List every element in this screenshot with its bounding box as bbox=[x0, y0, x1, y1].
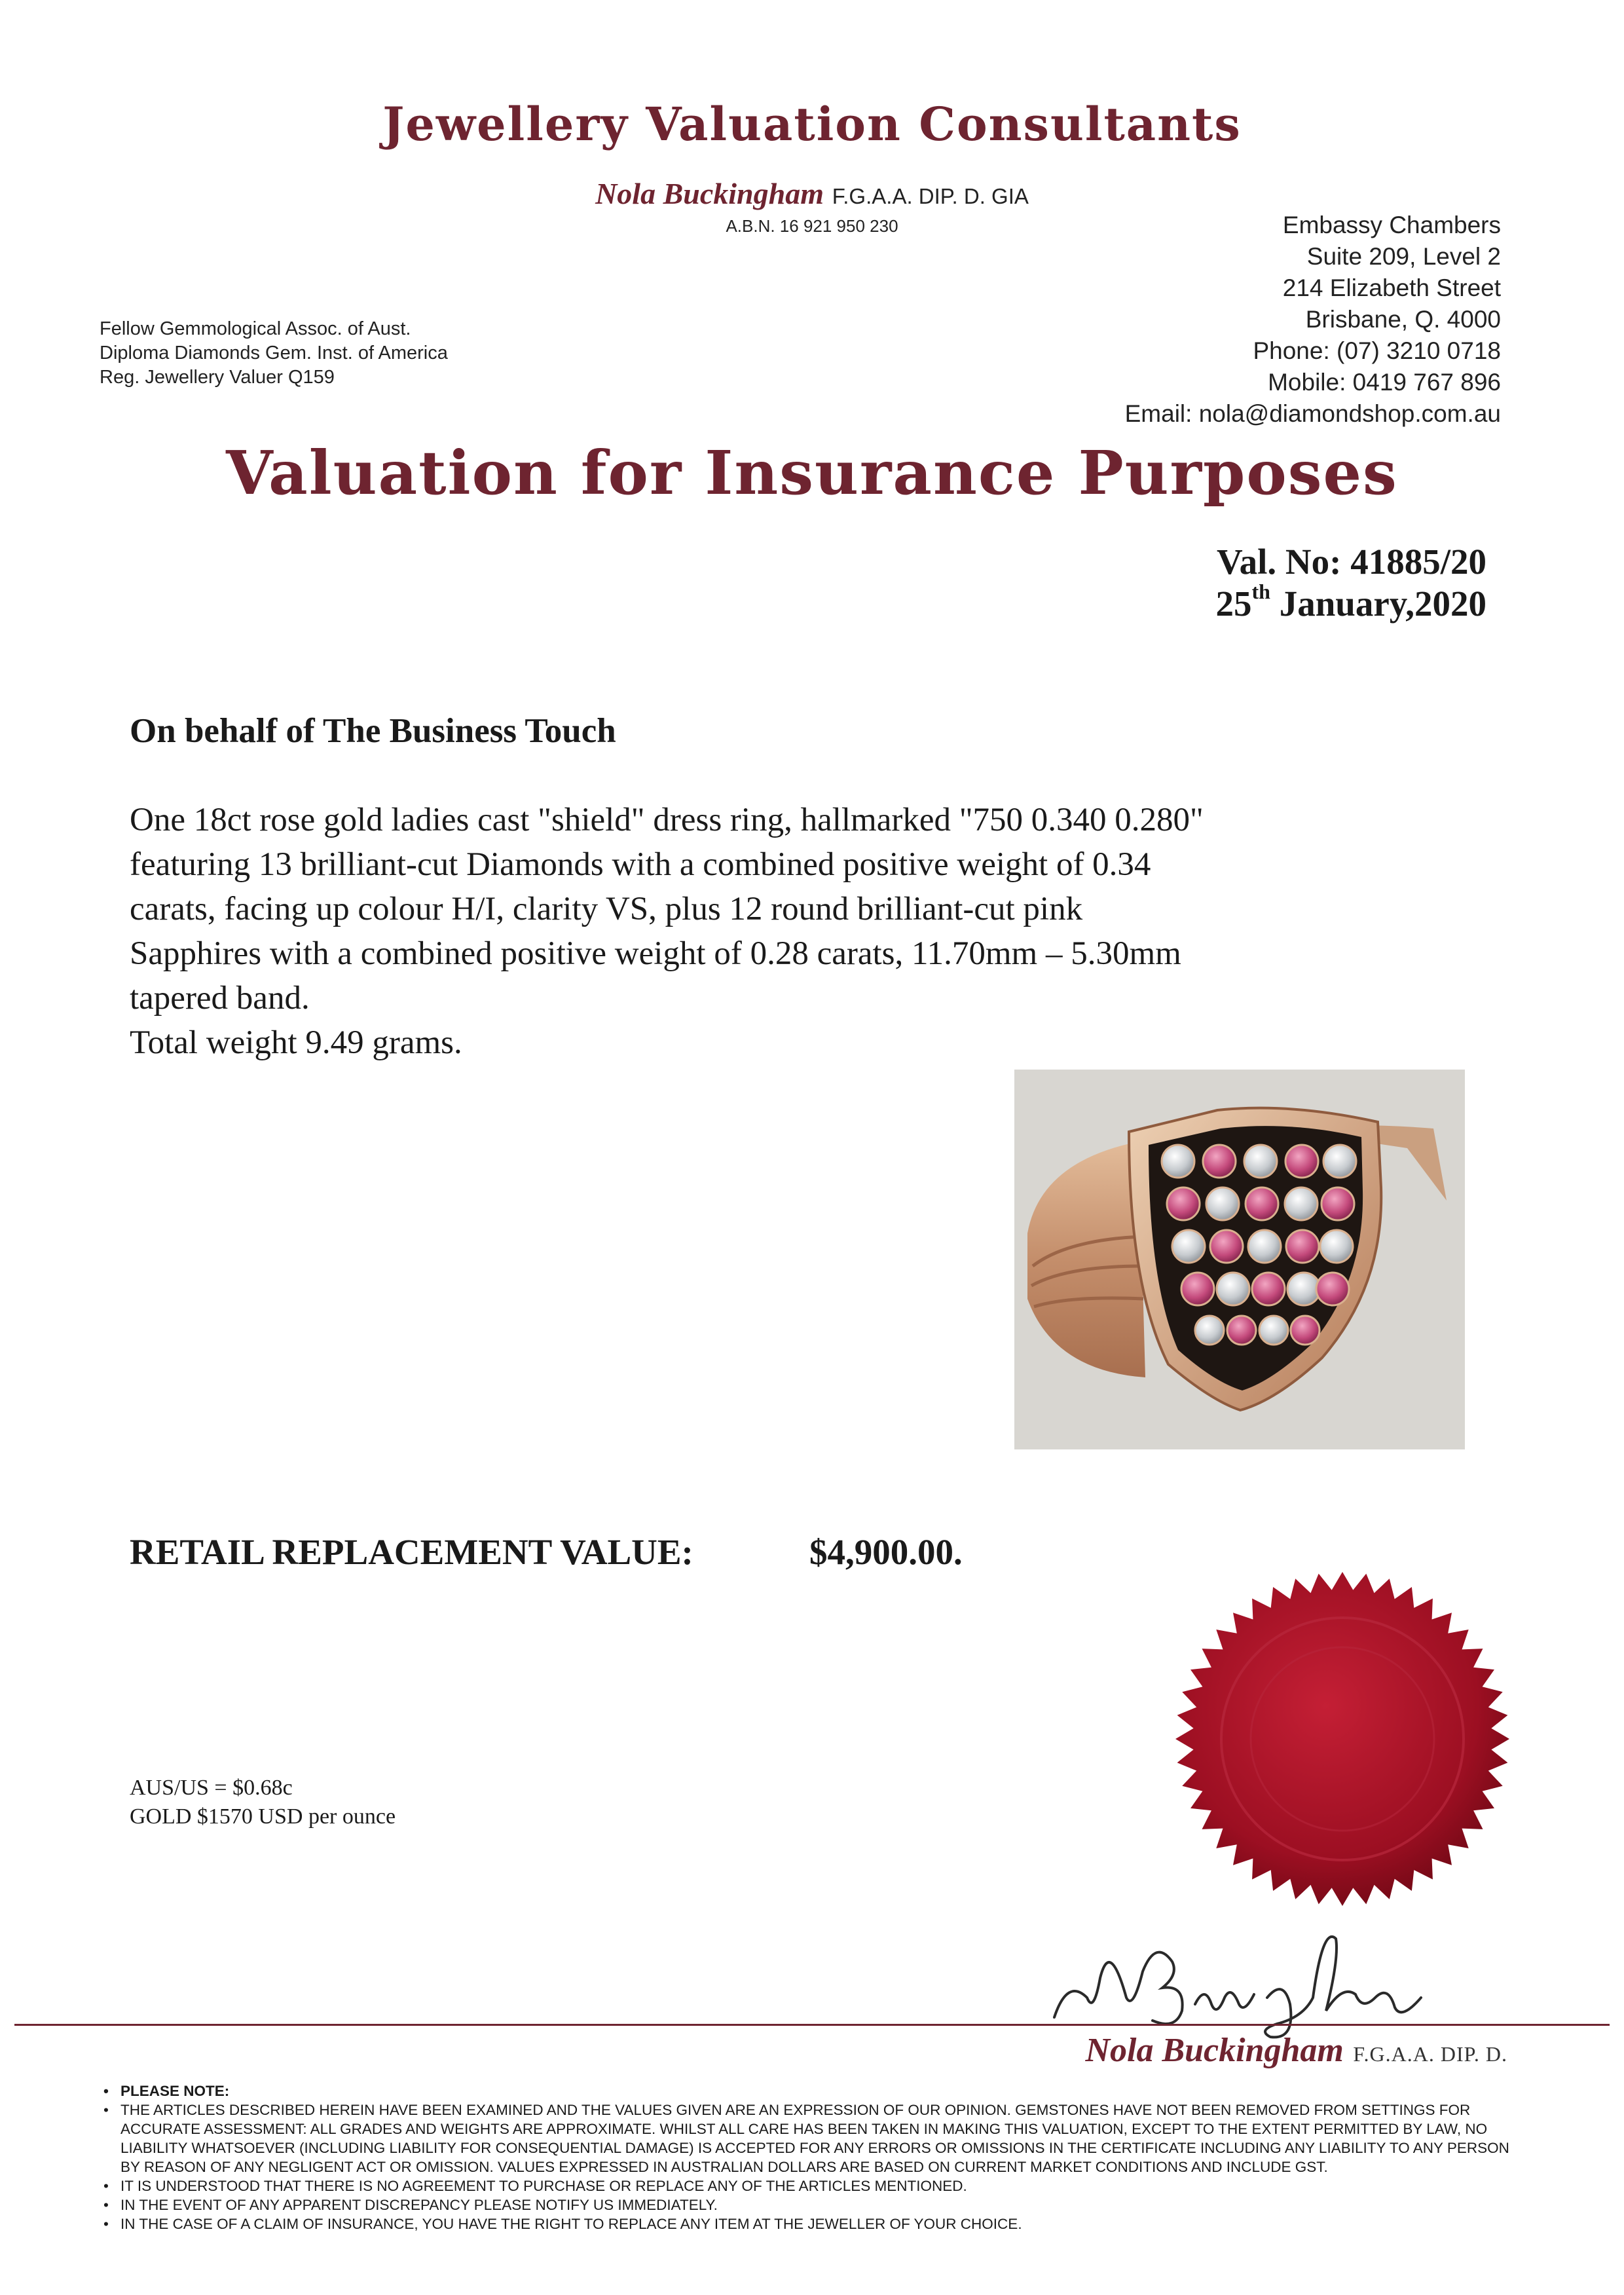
address-line: Embassy Chambers bbox=[1282, 212, 1501, 238]
description-line: carats, facing up colour H/I, clarity VS, plus 12 round brilliant-cut pink bbox=[130, 891, 1083, 927]
wax-seal bbox=[1172, 1569, 1513, 1909]
sapphire-stone bbox=[1167, 1187, 1200, 1220]
valuation-number: Val. No: 41885/20 bbox=[1216, 542, 1486, 582]
description-line: Sapphires with a combined positive weight of 0.28 carats, 11.70mm – 5.30mm bbox=[130, 935, 1181, 972]
valuer-name: Nola Buckingham bbox=[595, 177, 824, 210]
document-title: Valuation for Insurance Purposes bbox=[226, 438, 1398, 508]
ring-photo bbox=[1014, 1070, 1465, 1449]
diamond-stone bbox=[1320, 1230, 1353, 1263]
address-line: 214 Elizabeth Street bbox=[1282, 274, 1501, 301]
signer-name: Nola Buckingham bbox=[1085, 2032, 1344, 2069]
sapphire-stone bbox=[1285, 1145, 1318, 1178]
sapphire-stone bbox=[1321, 1187, 1354, 1220]
diamond-stone bbox=[1206, 1187, 1239, 1220]
note-item: • IT IS UNDERSTOOD THAT THERE IS NO AGREEMENT TO PURCHASE OR REPLACE ANY OF THE ARTICLES MENTIONED. bbox=[103, 2178, 967, 2194]
signer-credentials: F.G.A.A. DIP. D. bbox=[1353, 2042, 1507, 2066]
address-line: Suite 209, Level 2 bbox=[1306, 243, 1501, 270]
client-line: On behalf of The Business Touch bbox=[130, 712, 616, 750]
note-item: • IN THE CASE OF A CLAIM OF INSURANCE, YOU HAVE THE RIGHT TO REPLACE ANY ITEM AT THE JEWELLER OF YOUR CHOICE. bbox=[103, 2216, 1022, 2232]
signer-line bbox=[1085, 2030, 1507, 2070]
note-item: • THE ARTICLES DESCRIBED HEREIN HAVE BEEN EXAMINED AND THE VALUES GIVEN ARE AN EXPRESSION OF OUR OPINION. GEMSTONES HAVE NOT BEEN REMOVED FROM SETTINGS FOR ACCURATE ASSESSMENT: ALL GRADES AND WEIGHTS ARE APPROXIMATE. WHILST ALL CARE HAS BEEN TAKEN IN MAKING THIS VALUATION, EXCEPT TO THE EXTENT PERMITTED BY LAW, NO LIABILITY WHATSOEVER (INCLUDING LIABILITY FOR CONSEQUENTIAL DAMAGE) IS ACCEPTED FOR ANY ERRORS OR OMISSIONS IN THE CERTIFICATE INCLUDING ANY LIABILITY TO ANY PERSON BY REASON OF ANY NEGLIGENT ACT OR OMISSION. VALUES EXPRESSED IN AUSTRALIAN DOLLARS ARE BASED ON CURRENT MARKET CONDITIONS AND INCLUDE GST. bbox=[103, 2102, 1509, 2175]
exchange-rate: AUS/US = $0.68c bbox=[130, 1776, 293, 1800]
sapphire-stone bbox=[1227, 1316, 1256, 1345]
signature bbox=[1048, 1899, 1441, 2043]
sapphire-stone bbox=[1286, 1230, 1319, 1263]
sapphire-stone bbox=[1316, 1273, 1349, 1305]
firm-name: Jewellery Valuation Consultants bbox=[382, 97, 1242, 151]
bullet-icon: • bbox=[103, 2102, 109, 2118]
ring-illustration bbox=[1014, 1070, 1465, 1449]
date-suffix: th bbox=[1251, 580, 1270, 603]
mobile-number: Mobile: 0419 767 896 bbox=[1268, 369, 1501, 396]
notes-heading: • PLEASE NOTE: bbox=[103, 2083, 230, 2099]
bullet-icon: • bbox=[103, 2083, 109, 2099]
credential-line: Diploma Diamonds Gem. Inst. of America bbox=[100, 343, 448, 364]
description-line: featuring 13 brilliant-cut Diamonds with a combined positive weight of 0.34 bbox=[130, 846, 1151, 883]
retail-value-label: RETAIL REPLACEMENT VALUE: bbox=[130, 1532, 693, 1572]
diamond-stone bbox=[1195, 1316, 1224, 1345]
retail-value-amount: $4,900.00. bbox=[809, 1532, 963, 1572]
description-line: tapered band. bbox=[130, 980, 310, 1017]
item-description bbox=[130, 798, 1204, 1065]
bullet-icon: • bbox=[103, 2178, 109, 2194]
address-line: Brisbane, Q. 4000 bbox=[1305, 306, 1501, 333]
diamond-stone bbox=[1259, 1316, 1288, 1345]
bullet-icon: • bbox=[103, 2197, 109, 2213]
sapphire-stone bbox=[1252, 1273, 1285, 1305]
note-item: • IN THE EVENT OF ANY APPARENT DISCREPANCY PLEASE NOTIFY US IMMEDIATELY. bbox=[103, 2197, 718, 2213]
valuer-header bbox=[0, 176, 1624, 211]
sapphire-stone bbox=[1210, 1230, 1243, 1263]
divider bbox=[14, 2024, 1610, 2026]
diamond-stone bbox=[1285, 1187, 1318, 1220]
sapphire-stone bbox=[1246, 1187, 1278, 1220]
gold-price: GOLD $1570 USD per ounce bbox=[130, 1804, 396, 1829]
diamond-stone bbox=[1248, 1230, 1281, 1263]
diamond-stone bbox=[1244, 1145, 1277, 1178]
sapphire-stone bbox=[1291, 1316, 1320, 1345]
exchange-info bbox=[130, 1774, 396, 1831]
credential-line: Fellow Gemmological Assoc. of Aust. bbox=[100, 318, 411, 339]
credential-line: Reg. Jewellery Valuer Q159 bbox=[100, 367, 335, 388]
diamond-stone bbox=[1172, 1230, 1205, 1263]
sapphire-stone bbox=[1203, 1145, 1236, 1178]
credentials-block bbox=[100, 317, 448, 390]
seal-icon bbox=[1172, 1569, 1513, 1909]
notes-section bbox=[103, 2081, 1531, 2233]
bullet-icon: • bbox=[103, 2216, 109, 2232]
address-block bbox=[1125, 210, 1501, 430]
valuer-credentials: F.G.A.A. DIP. D. GIA bbox=[832, 184, 1029, 208]
description-line: One 18ct rose gold ladies cast "shield" dress ring, hallmarked "750 0.340 0.280" bbox=[130, 802, 1204, 838]
phone-number: Phone: (07) 3210 0718 bbox=[1253, 337, 1501, 364]
signature-icon bbox=[1048, 1899, 1441, 2043]
abn-number: A.B.N. 16 921 950 230 bbox=[726, 216, 898, 236]
diamond-stone bbox=[1323, 1145, 1356, 1178]
valuation-date bbox=[1215, 580, 1486, 625]
diamond-stone bbox=[1217, 1273, 1249, 1305]
sapphire-stone bbox=[1181, 1273, 1214, 1305]
date-rest: January,2020 bbox=[1270, 584, 1486, 624]
diamond-stone bbox=[1162, 1145, 1194, 1178]
date-day: 25 bbox=[1215, 584, 1252, 624]
email-address: Email: nola@diamondshop.com.au bbox=[1124, 400, 1501, 427]
description-line: Total weight 9.49 grams. bbox=[130, 1024, 462, 1061]
valuation-block bbox=[1215, 541, 1486, 625]
